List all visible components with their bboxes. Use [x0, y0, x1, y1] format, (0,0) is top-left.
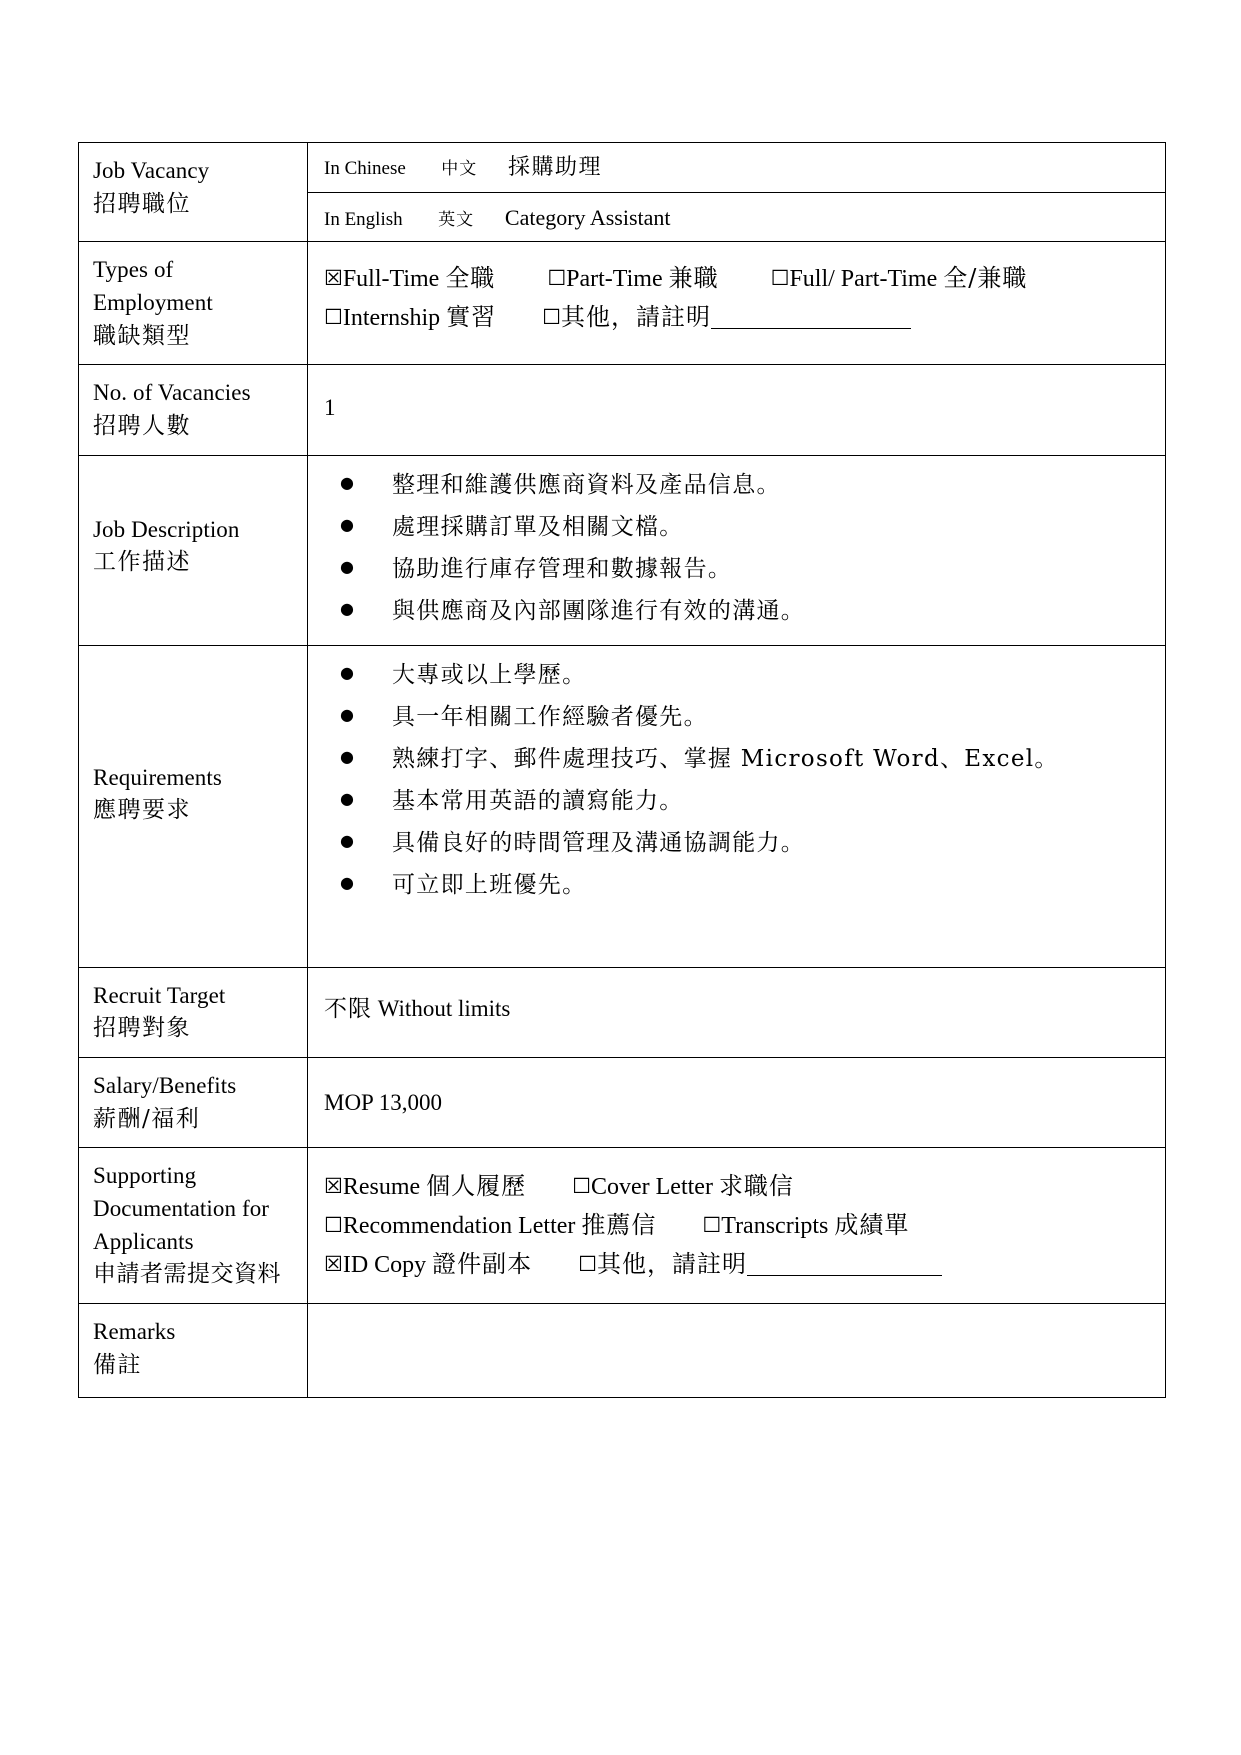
table-row-recruit-target: [79, 967, 1166, 1057]
label-cell-supporting-documentation: [79, 1148, 308, 1304]
checkbox-resume[interactable]: ☒: [324, 1174, 343, 1199]
label-other-document-zh: 其他，請註明: [597, 1250, 747, 1279]
remarks-label-en: Remarks: [93, 1318, 176, 1344]
list-item: ● 與供應商及內部團隊進行有效的溝通。: [324, 600, 1151, 623]
label-cover-letter-zh: 求職信: [718, 1172, 794, 1201]
in-english-label-en: In English: [324, 208, 403, 230]
label-full-part-time-en: Full/ Part-Time: [789, 266, 938, 293]
list-item: ● 整理和維護供應商資料及產品信息。: [324, 474, 1151, 497]
supporting-doc-line-1: [324, 1168, 1151, 1207]
employment-options-line-2: [324, 299, 1151, 338]
label-resume-en: Resume: [342, 1174, 421, 1201]
recruit-target-value-zh: 不限: [324, 995, 372, 1022]
label-cell-job-description: [79, 455, 308, 645]
value-cell-job-description: [308, 455, 1166, 645]
label-transcripts-en: Transcripts: [721, 1213, 829, 1240]
requirements-label-en: Requirements: [93, 764, 222, 790]
salary-benefits-label-en: Salary/Benefits: [93, 1072, 237, 1098]
table-row-types-of-employment: [79, 242, 1166, 365]
recruit-target-label-en: Recruit Target: [93, 982, 226, 1008]
list-item: ● 具一年相關工作經驗者優先。: [324, 706, 1151, 729]
value-cell-types-of-employment: [308, 242, 1166, 365]
no-of-vacancies-value: 1: [324, 395, 336, 421]
table-row-salary-benefits: [79, 1057, 1166, 1147]
checkbox-other-employment[interactable]: ☐: [542, 305, 561, 330]
requirements-label-zh: 應聘要求: [93, 797, 191, 824]
job-vacancy-english-value: Category Assistant: [504, 204, 671, 230]
label-cell-remarks: [79, 1303, 308, 1397]
supporting-doc-line-3: [324, 1246, 1151, 1285]
supporting-doc-line-2: [324, 1207, 1151, 1246]
checkbox-full-time[interactable]: ☒: [324, 266, 343, 291]
salary-benefits-label-zh: 薪酬/福利: [93, 1105, 201, 1132]
checkbox-recommendation-letter[interactable]: ☐: [324, 1213, 343, 1238]
job-vacancy-label-en: Job Vacancy: [93, 158, 210, 183]
list-item: ● 大專或以上學歷。: [324, 664, 1151, 687]
value-cell-requirements: [308, 645, 1166, 967]
value-cell-supporting-documentation: [308, 1148, 1166, 1304]
recruit-target-value-en: Without limits: [377, 995, 511, 1021]
job-description-list: [324, 471, 1151, 624]
label-cell-salary-benefits: [79, 1057, 308, 1147]
supporting-doc-label-zh: 申請者需提交資料: [93, 1261, 281, 1288]
label-full-part-time-zh: 全/兼職: [943, 264, 1028, 293]
types-of-employment-label-en-line2: Employment: [93, 290, 213, 316]
job-vacancy-form-table: [78, 142, 1166, 1398]
label-transcripts-zh: 成績單: [834, 1211, 910, 1240]
job-description-label-zh: 工作描述: [93, 549, 191, 576]
remarks-value[interactable]: [308, 1304, 1165, 1386]
no-of-vacancies-label-en: No. of Vacancies: [93, 380, 251, 406]
label-other-employment-zh: 其他，請註明: [560, 303, 711, 332]
label-resume-zh: 個人履歷: [426, 1172, 527, 1201]
label-cell-job-vacancy: [79, 143, 308, 242]
value-cell-job-vacancy: [308, 143, 1166, 242]
label-full-time-zh: 全職: [445, 264, 496, 293]
supporting-doc-label-en-line1: Supporting: [93, 1163, 197, 1189]
checkbox-id-copy[interactable]: ☒: [324, 1252, 343, 1277]
label-internship-zh: 實習: [446, 303, 497, 332]
list-item: ● 具備良好的時間管理及溝通協調能力。: [324, 832, 1151, 855]
list-item: ● 處理採購訂單及相關文檔。: [324, 516, 1151, 539]
label-cell-types-of-employment: [79, 242, 308, 365]
types-of-employment-label-en-line1: Types of: [93, 257, 174, 283]
job-vacancy-chinese-value: 採購助理: [508, 155, 603, 180]
label-cell-requirements: [79, 645, 308, 967]
table-row-job-vacancy: [79, 143, 1166, 242]
list-item: ● 協助進行庫存管理和數據報告。: [324, 558, 1151, 581]
table-row-no-of-vacancies: [79, 365, 1166, 455]
list-item: ● 熟練打字、郵件處理技巧、掌握 Microsoft Word、Excel。: [324, 748, 1151, 771]
in-chinese-label-zh: 中文: [441, 159, 478, 179]
job-vacancy-chinese-row: [308, 143, 1165, 193]
types-of-employment-label-zh: 職缺類型: [93, 322, 191, 349]
list-item: ● 基本常用英語的讀寫能力。: [324, 790, 1151, 813]
job-vacancy-english-row: [308, 193, 1165, 242]
label-part-time-en: Part-Time: [566, 266, 663, 293]
checkbox-cover-letter[interactable]: ☐: [572, 1174, 591, 1199]
label-cover-letter-en: Cover Letter: [590, 1174, 713, 1201]
label-recommendation-letter-zh: 推薦信: [581, 1211, 657, 1240]
job-description-label-en: Job Description: [93, 516, 240, 542]
supporting-doc-label-en-line3: Applicants: [93, 1228, 194, 1254]
label-full-time-en: Full-Time: [342, 266, 440, 293]
table-row-supporting-documentation: [79, 1148, 1166, 1304]
label-internship-en: Internship: [342, 305, 441, 332]
other-employment-blank-input[interactable]: [711, 308, 911, 329]
in-english-label-zh: 英文: [438, 209, 475, 230]
checkbox-other-document[interactable]: ☐: [578, 1252, 597, 1277]
remarks-label-zh: 備註: [93, 1351, 142, 1378]
supporting-doc-label-en-line2: Documentation for: [93, 1195, 270, 1221]
label-recommendation-letter-en: Recommendation Letter: [342, 1213, 576, 1240]
table-row-remarks: [79, 1303, 1166, 1397]
checkbox-full-part-time[interactable]: ☐: [770, 266, 790, 291]
value-cell-no-of-vacancies: [308, 365, 1166, 455]
other-document-blank-input[interactable]: [747, 1255, 942, 1276]
in-chinese-label-en: In Chinese: [324, 158, 406, 179]
no-of-vacancies-label-zh: 招聘人數: [93, 413, 191, 439]
value-cell-salary-benefits: [308, 1057, 1166, 1147]
table-row-requirements: [79, 645, 1166, 967]
value-cell-recruit-target: [308, 967, 1166, 1057]
list-item: ● 可立即上班優先。: [324, 874, 1151, 897]
label-cell-recruit-target: [79, 967, 308, 1057]
salary-benefits-value: MOP 13,000: [324, 1089, 442, 1115]
label-id-copy-zh: 證件副本: [432, 1250, 533, 1279]
value-cell-remarks: [308, 1303, 1166, 1397]
checkbox-transcripts[interactable]: ☐: [702, 1213, 722, 1238]
recruit-target-label-zh: 招聘對象: [93, 1015, 191, 1042]
checkbox-internship[interactable]: ☐: [324, 305, 343, 330]
employment-options-line-1: [324, 260, 1151, 299]
table-row-job-description: [79, 455, 1166, 645]
job-vacancy-label-zh: 招聘職位: [93, 190, 191, 217]
label-cell-no-of-vacancies: [79, 365, 308, 455]
label-part-time-zh: 兼職: [668, 264, 719, 293]
label-id-copy-en: ID Copy: [342, 1252, 427, 1279]
requirements-list: [324, 661, 1151, 898]
checkbox-part-time[interactable]: ☐: [547, 266, 567, 291]
